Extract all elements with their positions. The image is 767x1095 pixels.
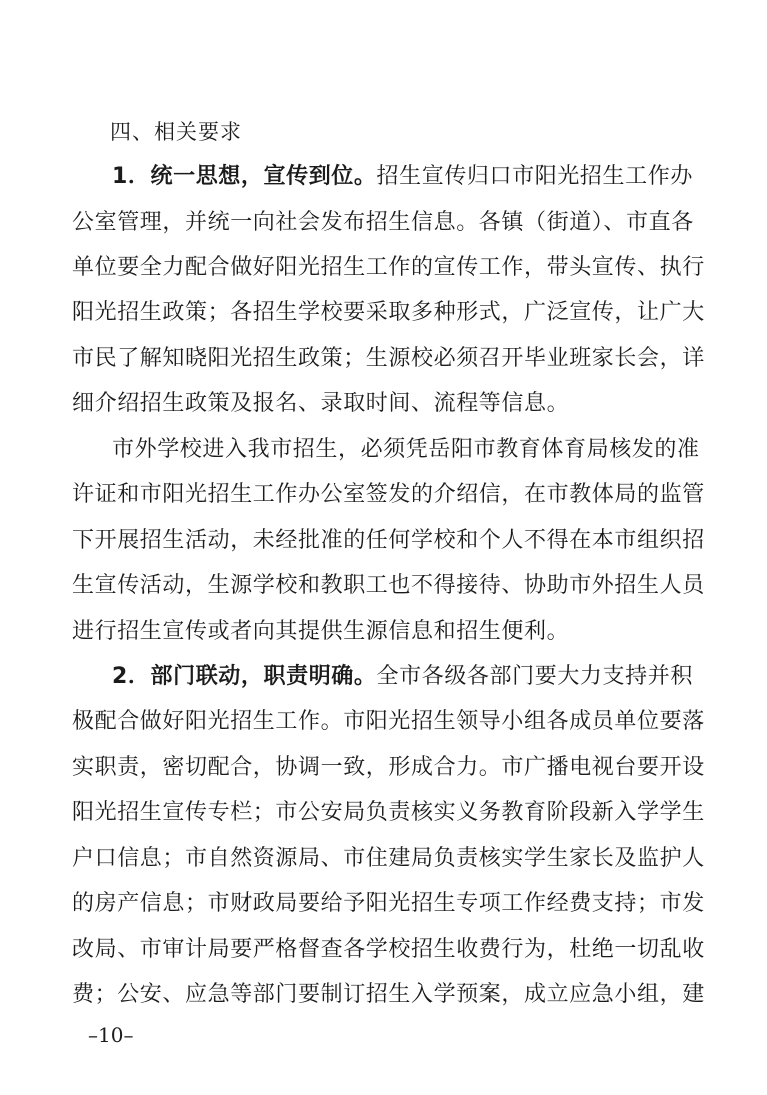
item1-line: 市民了解知晓阳光招生政策；生源校必须召开毕业班家长会，详 xyxy=(72,346,705,371)
item2-line: 改局、市审计局要严格督查各学校招生收费行为，杜绝一切乱收 xyxy=(72,937,705,962)
item1-first-line xyxy=(112,162,693,192)
section-heading: 四、相关要求 xyxy=(110,120,242,144)
paragraph2-line: 进行招生宣传或者向其提供生源信息和招生便利。 xyxy=(72,619,570,644)
paragraph2-line: 许证和市阳光招生工作办公室签发的介绍信，在市教体局的监管 xyxy=(72,482,705,507)
item1-line: 单位要全力配合做好阳光招生工作的宣传工作，带头宣传、执行 xyxy=(72,255,705,280)
item2-line: 费；公安、应急等部门要制订招生入学预案，成立应急小组，建 xyxy=(72,982,705,1007)
item2-line: 的房产信息；市财政局要给予阳光招生专项工作经费支持；市发 xyxy=(72,891,705,916)
item2-title: 2．部门联动，职责明确。 xyxy=(112,664,377,689)
item1-line: 公室管理，并统一向社会发布招生信息。各镇（街道）、市直各 xyxy=(72,210,694,235)
item2-line: 全市各级各部门要大力支持并积 xyxy=(376,664,693,689)
paragraph2-line: 市外学校进入我市招生，必须凭岳阳市教育体育局核发的准 xyxy=(112,437,700,462)
item2-line: 极配合做好阳光招生工作。市阳光招生领导小组各成员单位要落 xyxy=(72,709,705,734)
item1-line: 招生宣传归口市阳光招生工作办 xyxy=(376,164,693,189)
item2-line: 户口信息；市自然资源局、市住建局负责核实学生家长及监护人 xyxy=(72,846,705,871)
item2-first-line xyxy=(112,662,693,692)
item1-line: 细介绍招生政策及报名、录取时间、流程等信息。 xyxy=(72,391,570,416)
paragraph2-line: 生宣传活动，生源学校和教职工也不得接待、协助市外招生人员 xyxy=(72,573,705,598)
page-number: –10– xyxy=(88,1023,134,1047)
item1-title: 1．统一思想，宣传到位。 xyxy=(112,164,377,189)
item2-line: 实职责，密切配合，协调一致，形成合力。市广播电视台要开设 xyxy=(72,755,705,780)
item2-line: 阳光招生宣传专栏；市公安局负责核实义务教育阶段新入学学生 xyxy=(72,800,705,825)
paragraph2-line: 下开展招生活动，未经批准的任何学校和个人不得在本市组织招 xyxy=(72,528,705,553)
item1-line: 阳光招生政策；各招生学校要采取多种形式，广泛宣传，让广大 xyxy=(72,300,705,325)
